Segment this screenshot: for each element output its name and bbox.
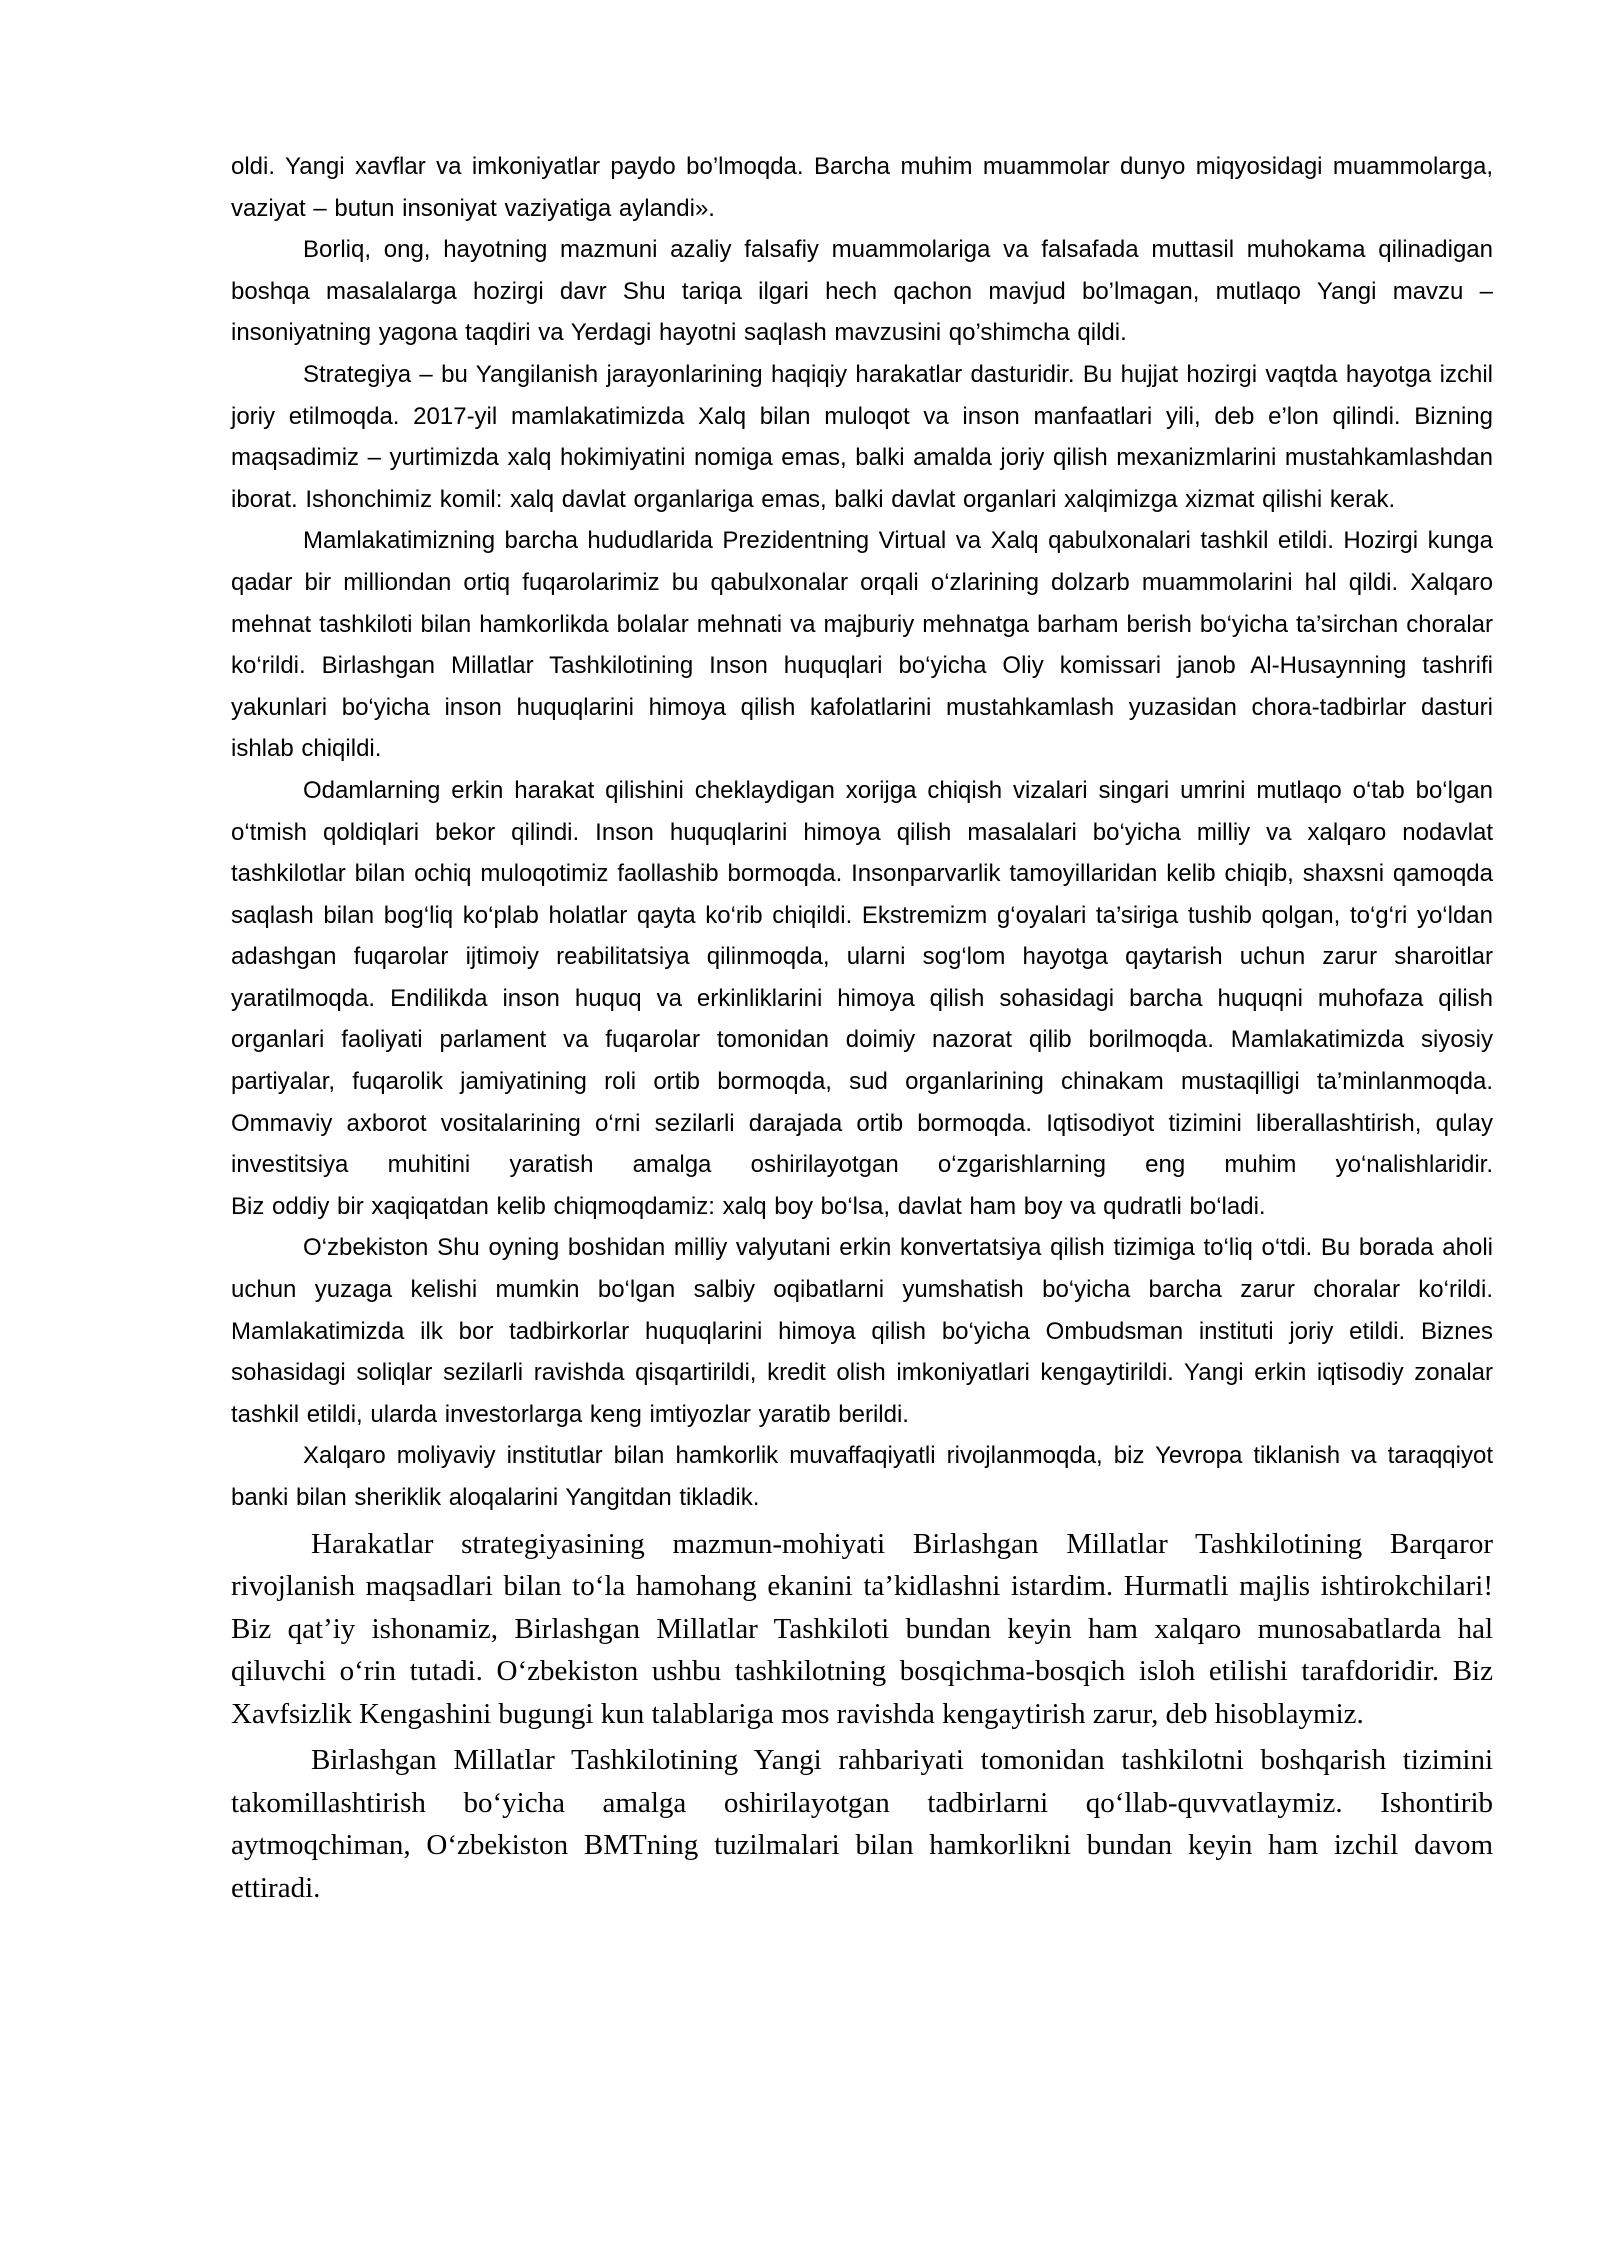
paragraph-8: Xalqaro moliyaviy institutlar bilan hamkorlik muvaffaqiyatli rivojlanmoqda, biz Yevropa tiklanish va taraqqiyot banki bilan sheriklik aloqalarini Yangitdan tikladik. xyxy=(231,1442,1493,1511)
paragraph-5: Odamlarning erkin harakat qilishini cheklaydigan xorijga chiqish vizalari singari umrini mutlaqo o‘tab bo‘lgan o‘tmish qoldiqlari bekor qilindi. Inson huquqlarini himoya qilish masalalari bo‘yicha milliy va xalqaro nodavlat tashkilotlar bilan ochiq muloqotimiz faollashib bormoqda. Insonparvarlik tamoyillaridan kelib chiqib, shaxsni qamoqda saqlash bilan bog‘liq ko‘plab holatlar qayta ko‘rib chiqildi. Ekstremizm g‘oyalari ta’siriga tushib qolgan, to‘g‘ri yo‘ldan adashgan fuqarolar ijtimoiy reabilitatsiya qilinmoqda, ularni sog‘lom hayotga qaytarish uchun zarur sharoitlar yaratilmoqda. Endilikda inson huquq va erkinliklarini himoya qilish sohasidagi barcha huquqni muhofaza qilish organlari faoliyati parlament va fuqarolar tomonidan doimiy nazorat qilib borilmoqda. Mamlakatimizda siyosiy partiyalar, fuqarolik jamiyatining roli ortib bormoqda, sud organlarining chinakam mustaqilligi ta’minlanmoqda. Ommaviy axborot vositalarining o‘rni sezilarli darajada ortib bormoqda. Iqtisodiyot tizimini liberallashtirish, qulay investitsiya muhitini yaratish amalga oshirilayotgan o‘zgarishlarning eng muhim yo‘nalishlaridir. xyxy=(231,776,1493,1179)
paragraph-2: Borliq, ong, hayotning mazmuni azaliy falsafiy muammolariga va falsafada muttasil muhokama qilinadigan boshqa masalalarga hozirgi davr Shu tariqa ilgari hech qachon mavjud bo’lmagan, mutlaqo Yangi mavzu – insoniyatning yagona taqdiri va Yerdagi hayotni saqlash mavzusini qo’shimcha qildi. xyxy=(231,236,1493,347)
paragraph-4: Mamlakatimizning barcha hududlarida Prezidentning Virtual va Xalq qabulxonalari tashkil etildi. Hozirgi kunga qadar bir milliondan ortiq fuqarolarimiz bu qabulxonalar orqali o‘zlarining dolzarb muammolarini hal qildi. Xalqaro mehnat tashkiloti bilan hamkorlikda bolalar mehnati va majburiy mehnatga barham berish bo‘yicha ta’sirchan choralar ko‘rildi. Birlashgan Millatlar Tashkilotining Inson huquqlari bo‘yicha Oliy komissari janob Al-Husaynning tashrifi yakunlari bo‘yicha inson huquqlarini himoya qilish kafolatlarini mustahkamlash yuzasidan chora-tadbirlar dasturi ishlab chiqildi. xyxy=(231,527,1493,763)
paragraph-3: Strategiya – bu Yangilanish jarayonlarining haqiqiy harakatlar dasturidir. Bu hujjat hozirgi vaqtda hayotga izchil joriy etilmoqda. 2017-yil mamlakatimizda Xalq bilan muloqot va inson manfaatlari yili, deb e’lon qilindi. Bizning maqsadimiz – yurtimizda xalq hokimiyatini nomiga emas, balki amalda joriy qilish mexanizmlarini mustahkamlashdan iborat. Ishonchimiz komil: xalq davlat organlariga emas, balki davlat organlari xalqimizga xizmat qilishi kerak. xyxy=(231,360,1493,513)
document-page xyxy=(231,146,1493,1909)
paragraph-10: Birlashgan Millatlar Tashkilotining Yangi rahbariyati tomonidan tashkilotni boshqarish tizimini takomillashtirish bo‘yicha amalga oshirilayotgan tadbirlarni qo‘llab-quvvatlaymiz. Ishontirib aytmoqchiman, O‘zbekiston BMTning tuzilmalari bilan hamkorlikni bundan keyin ham izchil davom ettiradi. xyxy=(231,1744,1493,1904)
paragraph-1: oldi. Yangi xavflar va imkoniyatlar paydo bo’lmoqda. Barcha muhim muammolar dunyo miqyosidagi muammolarga, vaziyat – butun insoniyat vaziyatiga aylandi». xyxy=(231,153,1493,222)
paragraph-6: Biz oddiy bir xaqiqatdan kelib chiqmoqdamiz: xalq boy bo‘lsa, davlat ham boy va qudratli bo‘ladi. xyxy=(231,1192,1266,1220)
paragraph-9: Harakatlar strategiyasining mazmun-mohiyati Birlashgan Millatlar Tashkilotining Barqaror rivojlanish maqsadlari bilan to‘la hamohang ekanini ta’kidlashni istardim. Hurmatli majlis ishtirokchilari! Biz qat’iy ishonamiz, Birlashgan Millatlar Tashkiloti bundan keyin ham xalqaro munosabatlarda hal qiluvchi o‘rin tutadi. O‘zbekiston ushbu tashkilotning bosqichma-bosqich isloh etilishi tarafdoridir. Biz Xavfsizlik Kengashini bugungi kun talablariga mos ravishda kengaytirish zarur, deb hisoblaymiz. xyxy=(231,1527,1493,1730)
paragraph-7: O‘zbekiston Shu oyning boshidan milliy valyutani erkin konvertatsiya qilish tizimiga to‘liq o‘tdi. Bu borada aholi uchun yuzaga kelishi mumkin bo‘lgan salbiy oqibatlarni yumshatish bo‘yicha barcha zarur choralar ko‘rildi. Mamlakatimizda ilk bor tadbirkorlar huquqlarini himoya qilish bo‘yicha Ombudsman instituti joriy etildi. Biznes sohasidagi soliqlar sezilarli ravishda qisqartirildi, kredit olish imkoniyatlari kengaytirildi. Yangi erkin iqtisodiy zonalar tashkil etildi, ularda investorlarga keng imtiyozlar yaratib berildi. xyxy=(231,1234,1493,1428)
